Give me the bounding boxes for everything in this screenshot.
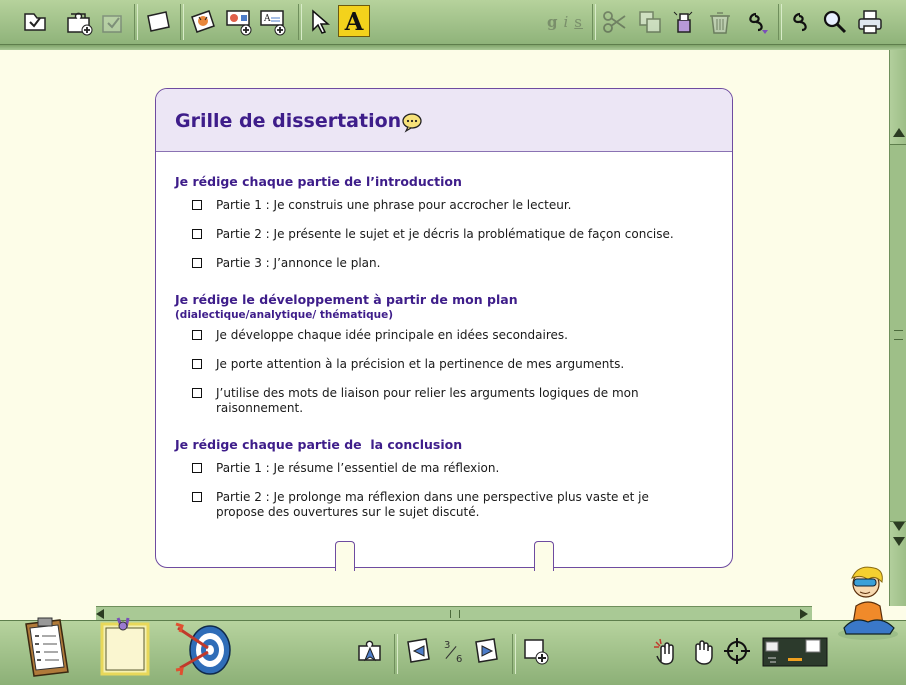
image-card-icon[interactable] — [188, 7, 218, 37]
crosshair-icon[interactable] — [722, 636, 752, 666]
page-total: 6 — [456, 654, 463, 665]
scroll-down-arrow-icon[interactable] — [893, 537, 905, 546]
checklist-item[interactable] — [216, 386, 656, 416]
previous-card-icon[interactable] — [404, 636, 434, 666]
scroll-down-arrow-icon[interactable] — [893, 522, 905, 531]
checklist-item[interactable] — [216, 198, 686, 213]
checklist-item-text: Partie 2 : Je présente le sujet et je décris la problématique de façon concise. — [216, 227, 674, 241]
card-tab-notch — [534, 541, 554, 571]
toolbar-separator — [134, 4, 138, 40]
checklist-item-text: J’utilise des mots de liaison pour relier les arguments logiques de mon raisonnement. — [216, 386, 639, 415]
checkbox[interactable] — [192, 200, 202, 210]
add-text-card-icon[interactable] — [258, 7, 288, 37]
add-card-icon[interactable] — [522, 636, 552, 666]
toolbar-separator — [512, 634, 516, 674]
checklist-item-text: Partie 1 : Je construis une phrase pour accrocher le lecteur. — [216, 198, 572, 212]
checklist-item-text: Partie 3 : J’annonce le plan. — [216, 256, 381, 270]
checklist-item-text: Je développe chaque idée principale en idées secondaires. — [216, 328, 568, 342]
checkbox[interactable] — [192, 388, 202, 398]
section-title-development — [175, 293, 655, 322]
toolbar-separator — [180, 4, 184, 40]
mascot-character-icon — [830, 562, 906, 642]
scroll-up-arrow-icon[interactable] — [893, 128, 905, 137]
checklist-item[interactable] — [216, 461, 686, 476]
section-title-main: Je rédige le développement à partir de mon plan — [175, 292, 518, 307]
clipboard-checklist-icon[interactable] — [18, 616, 74, 678]
checkbox[interactable] — [192, 463, 202, 473]
checkbox[interactable] — [192, 359, 202, 369]
checklist-item-text: Je porte attention à la précision et la pertinence de mes arguments. — [216, 357, 625, 371]
toolbar-shadow — [0, 45, 906, 50]
checklist-item[interactable] — [216, 490, 666, 520]
spiral-link-icon[interactable] — [785, 7, 815, 37]
next-card-icon[interactable] — [472, 636, 502, 666]
checkbox[interactable] — [192, 229, 202, 239]
toolbar-separator — [394, 634, 398, 674]
note-cards-icon[interactable] — [98, 616, 154, 678]
vertical-scrollbar[interactable] — [889, 50, 906, 606]
checklist-item[interactable] — [216, 328, 686, 343]
search-icon[interactable] — [820, 7, 850, 37]
scroll-grip-icon — [894, 330, 903, 340]
link-menu-icon[interactable] — [741, 7, 771, 37]
hand-touch-icon[interactable] — [652, 636, 682, 666]
hand-grab-icon[interactable] — [688, 636, 718, 666]
section-title-subtitle: (dialectique/analytique/ thématique) — [175, 309, 393, 321]
target-goal-icon[interactable] — [172, 618, 234, 676]
checklist-item[interactable] — [216, 227, 686, 242]
print-icon[interactable] — [855, 7, 885, 37]
bold-label: g — [546, 13, 559, 31]
checkbox[interactable] — [192, 492, 202, 502]
card-navigation-icon[interactable] — [356, 636, 384, 666]
check-stack-icon — [98, 7, 128, 37]
map-overview-icon[interactable] — [762, 636, 828, 668]
checklist-item-text: Partie 1 : Je résume l’essentiel de ma réflexion. — [216, 461, 500, 475]
glue-paste-icon[interactable] — [669, 7, 699, 37]
toolbar-separator — [778, 4, 782, 40]
scroll-right-arrow-icon[interactable] — [800, 609, 808, 619]
blank-card-icon[interactable] — [143, 7, 173, 37]
top-toolbar — [0, 0, 906, 45]
toolbar-separator — [592, 4, 596, 40]
comment-bubble-icon[interactable] — [401, 111, 423, 133]
checklist-item-text: Partie 2 : Je prolonge ma réflexion dans une perspective plus vaste et je propose des ouvertures sur le sujet discuté. — [216, 490, 649, 519]
checklist-item[interactable] — [216, 256, 686, 271]
checkbox[interactable] — [192, 258, 202, 268]
text-tool-button[interactable]: A — [338, 5, 370, 37]
scroll-grip-icon — [450, 610, 460, 618]
checklist-item[interactable] — [216, 357, 686, 372]
svg-text:A: A — [264, 14, 271, 24]
checkbox[interactable] — [192, 330, 202, 340]
dissertation-card — [155, 88, 733, 568]
scissors-icon — [600, 7, 630, 37]
copy-icon — [635, 7, 665, 37]
trash-icon — [705, 7, 735, 37]
toolbar-separator — [298, 4, 302, 40]
section-title-introduction: Je rédige chaque partie de l’introduction — [175, 174, 462, 189]
card-manager-icon[interactable] — [20, 7, 50, 37]
card-header — [156, 89, 732, 152]
page-counter — [440, 640, 470, 670]
page-current: 3 — [444, 640, 451, 651]
underline-label: s — [574, 13, 583, 31]
card-tab-notch — [335, 541, 355, 571]
puzzle-stack-icon[interactable] — [64, 7, 94, 37]
italic-label: i — [563, 13, 570, 31]
card-title: Grille de dissertation — [175, 110, 402, 132]
text-style-buttons — [541, 9, 589, 35]
pointer-arrow-icon[interactable] — [305, 7, 335, 37]
add-image-card-icon[interactable] — [224, 7, 254, 37]
section-title-conclusion: Je rédige chaque partie de la conclusion — [175, 437, 463, 452]
